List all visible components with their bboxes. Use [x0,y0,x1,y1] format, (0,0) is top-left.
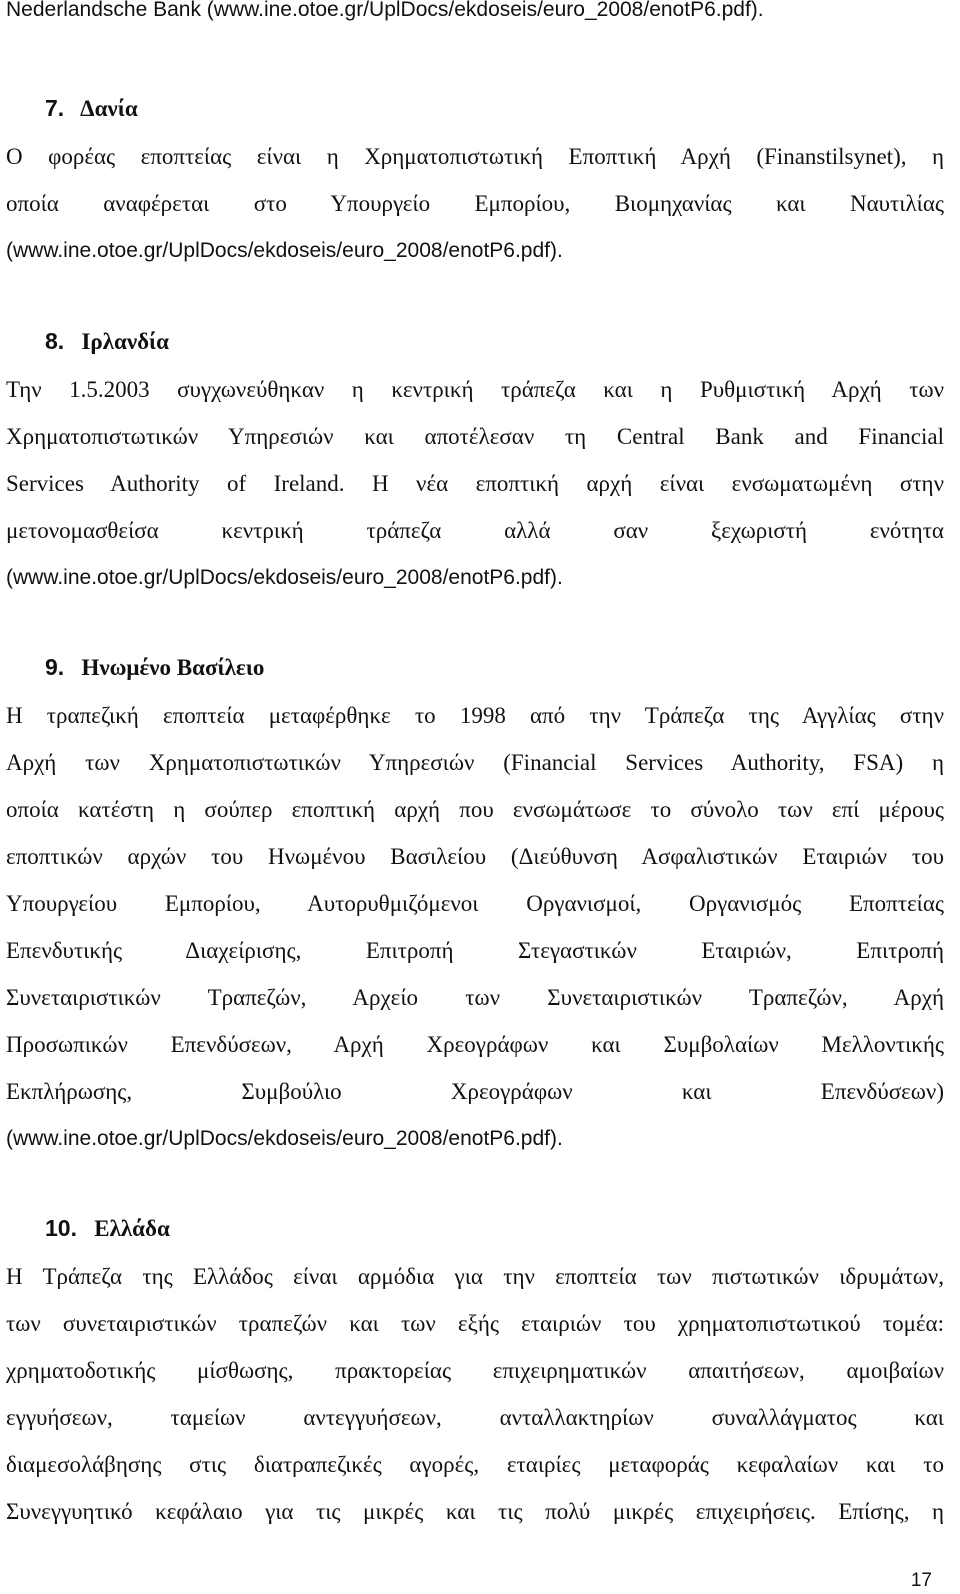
section-number: 9. [45,654,65,680]
paragraph-line: εγγυήσεων, ταμείων αντεγγυήσεων, ανταλλακτηρίων συναλλάγματος και [6,1405,944,1430]
paragraph-line: μετονομασθείσα κεντρική τράπεζα αλλά σαν ξεχωριστή ενότητα [6,518,944,543]
section-heading-8 [45,326,169,357]
paragraph-line: εποπτικών αρχών του Ηνωμένου Βασιλείου (Διεύθυνση Ασφαλιστικών Εταιριών του [6,844,944,869]
section-number: 8. [45,328,65,354]
section-number: 7. [45,95,65,121]
paragraph-line-url: (www.ine.otoe.gr/UplDocs/ekdoseis/euro_2008/enotP6.pdf). [6,239,563,262]
paragraph-line: Χρηματοπιστωτικών Υπηρεσιών και αποτέλεσαν τη Central Bank and Financial [6,424,944,449]
paragraph-line-url: (www.ine.otoe.gr/UplDocs/ekdoseis/euro_2008/enotP6.pdf). [6,1127,563,1150]
top-line-url: Nederlandsche Bank (www.ine.otoe.gr/UplDocs/ekdoseis/euro_2008/enotP6.pdf). [6,0,764,21]
section-title: Ελλάδα [94,1216,170,1241]
section-number: 10. [45,1215,77,1241]
paragraph-line: διαμεσολάβησης στις διατραπεζικές αγορές, εταιρίες μεταφοράς κεφαλαίων και το [6,1452,944,1477]
page-number: 17 [910,1570,932,1591]
section-title: Δανία [80,96,138,121]
section-body-7 [6,133,944,274]
section-title: Ιρλανδία [81,329,170,354]
paragraph-line: Επενδυτικής Διαχείρισης, Επιτροπή Στεγαστικών Εταιριών, Επιτροπή [6,938,944,963]
section-heading-7 [45,93,138,124]
paragraph-line: χρηματοδοτικής μίσθωσης, πρακτορείας επιχειρηματικών απαιτήσεων, αμοιβαίων [6,1358,944,1383]
paragraph-line: Προσωπικών Επενδύσεων, Αρχή Χρεογράφων και Συμβολαίων Μελλοντικής [6,1032,944,1057]
paragraph-line: Η τραπεζική εποπτεία μεταφέρθηκε το 1998 από την Τράπεζα της Αγγλίας στην [6,703,944,728]
paragraph-line: των συνεταιριστικών τραπεζών και των εξής εταιριών του χρηματοπιστωτικού τομέα: [6,1311,944,1336]
paragraph-line-url: (www.ine.otoe.gr/UplDocs/ekdoseis/euro_2008/enotP6.pdf). [6,566,563,589]
paragraph-line: Υπουργείου Εμπορίου, Αυτορυθμιζόμενοι Οργανισμοί, Οργανισμός Εποπτείας [6,891,944,916]
section-body-8 [6,366,944,601]
paragraph-line: Services Authority of Ireland. Η νέα εποπτική αρχή είναι ενσωματωμένη στην [6,471,944,496]
paragraph-line: Η Τράπεζα της Ελλάδος είναι αρμόδια για την εποπτεία των πιστωτικών ιδρυμάτων, [6,1264,944,1289]
paragraph-line: Εκπλήρωσης, Συμβούλιο Χρεογράφων και Επενδύσεων) [6,1079,944,1104]
paragraph-line: Συνεταιριστικών Τραπεζών, Αρχείο των Συνεταιριστικών Τραπεζών, Αρχή [6,985,944,1010]
section-title: Ηνωμένο Βασίλειο [81,655,265,680]
paragraph-line: οποία αναφέρεται στο Υπουργείο Εμπορίου, Βιομηχανίας και Ναυτιλίας [6,191,944,216]
paragraph-line: οποία κατέστη η σούπερ εποπτική αρχή που ενσωμάτωσε το σύνολο των επί μέρους [6,797,944,822]
section-heading-9 [45,652,264,683]
section-body-9 [6,692,944,1162]
paragraph-line: Την 1.5.2003 συγχωνεύθηκαν η κεντρική τράπεζα και η Ρυθμιστική Αρχή των [6,377,944,402]
paragraph-line: Συνεγγυητικό κεφάλαιο για τις μικρές και τις πολύ μικρές επιχειρήσεις. Επίσης, η [6,1499,944,1524]
paragraph-line: Ο φορέας εποπτείας είναι η Χρηματοπιστωτική Εποπτική Αρχή (Finanstilsynet), η [6,144,944,169]
section-body-10 [6,1253,944,1535]
paragraph-line: Αρχή των Χρηματοπιστωτικών Υπηρεσιών (Financial Services Authority, FSA) η [6,750,944,775]
section-heading-10 [45,1213,170,1244]
